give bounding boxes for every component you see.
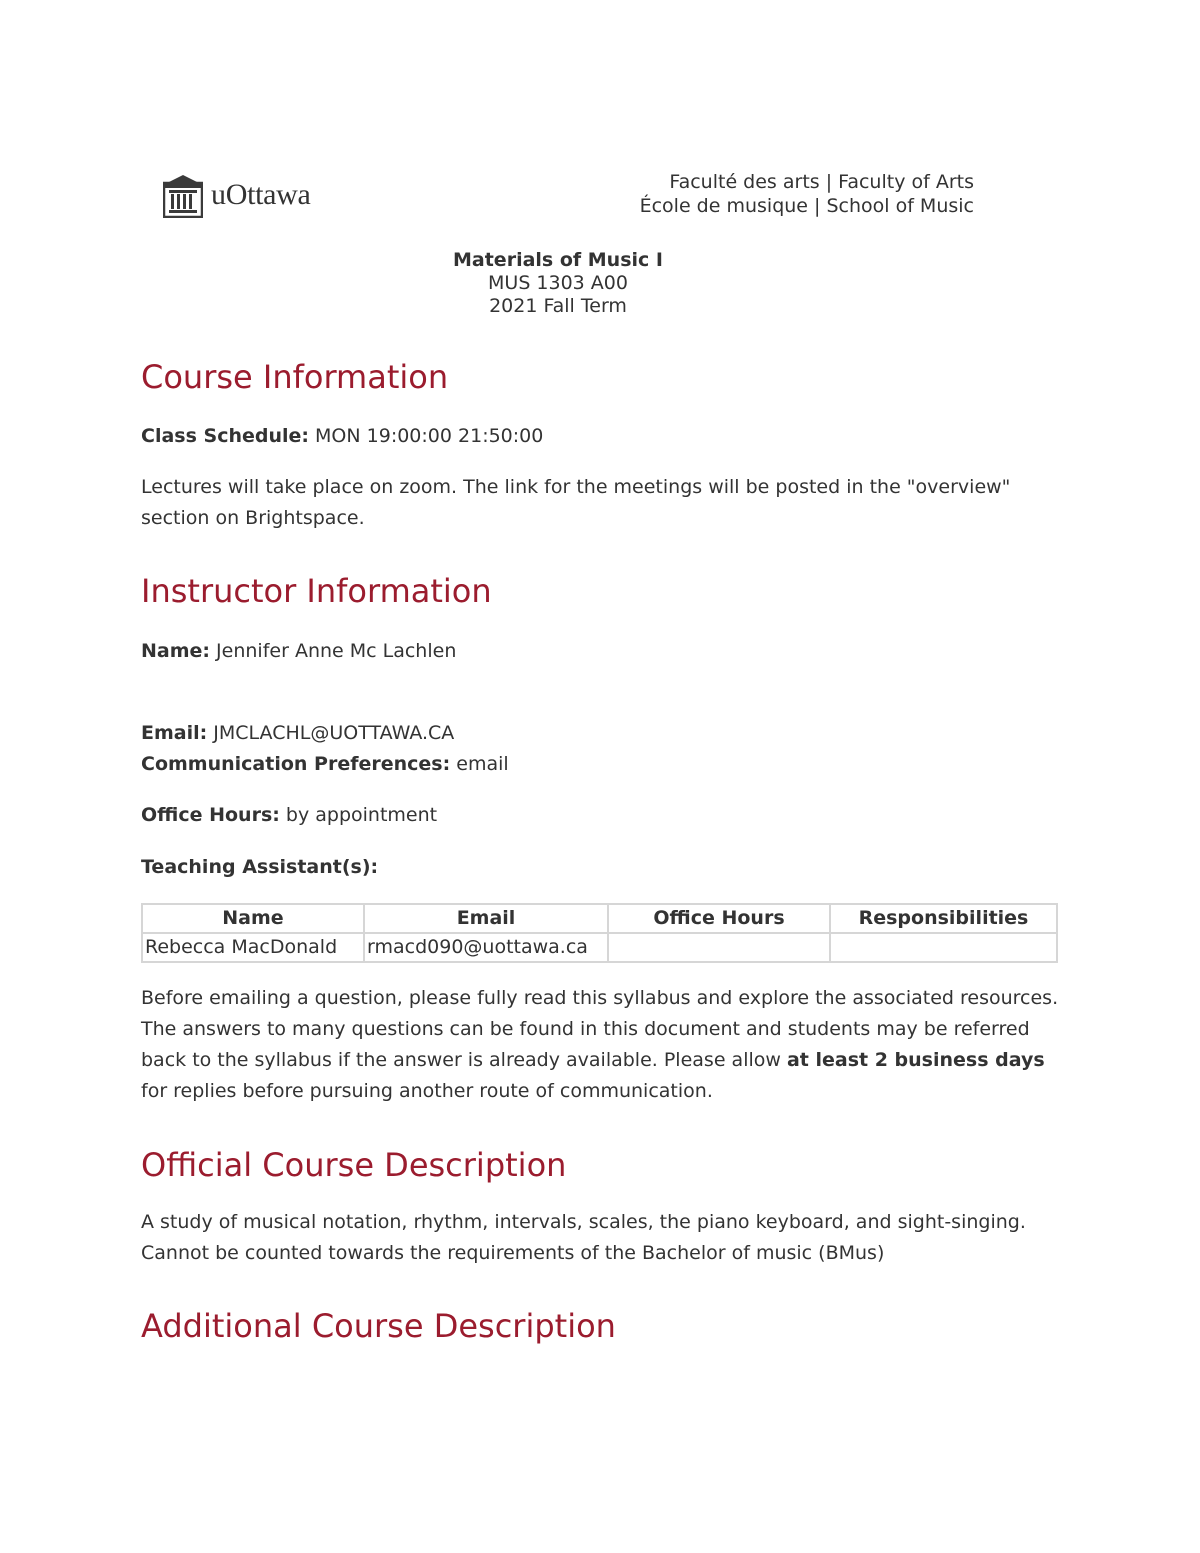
communication-preferences-label: Communication Preferences:	[141, 753, 451, 775]
class-schedule-value: MON 19:00:00 21:50:00	[309, 425, 544, 447]
ta-office-hours-cell	[608, 933, 830, 962]
school-line: École de musique | School of Music	[639, 195, 974, 217]
faculty-line: Faculté des arts | Faculty of Arts	[669, 171, 974, 193]
uottawa-logo	[163, 172, 311, 218]
table-header-office-hours: Office Hours	[608, 904, 830, 933]
instructor-information-heading: Instructor Information	[141, 572, 492, 610]
teaching-assistants-label	[141, 852, 1061, 883]
university-building-icon	[163, 172, 203, 218]
ta-email-cell: rmacd090@uottawa.ca	[364, 933, 608, 962]
email-policy-text-1: Before emailing a question, please fully read this syllabus and explore the associated resources. The answers to many questions can be found in this document and students may be referred back to the syllabus if the answer is already available. Please allow	[141, 987, 1059, 1071]
additional-description-heading: Additional Course Description	[141, 1307, 616, 1345]
course-term: 2021 Fall Term	[489, 295, 627, 317]
office-hours	[141, 800, 1061, 831]
table-row	[142, 933, 1057, 962]
table-header-email: Email	[364, 904, 608, 933]
course-code: MUS 1303 A00	[488, 272, 628, 294]
table-header-responsibilities: Responsibilities	[830, 904, 1057, 933]
course-title-block	[0, 249, 1116, 318]
email-policy-bold: at least 2 business days	[786, 1049, 1045, 1071]
ta-name-cell: Rebecca MacDonald	[142, 933, 364, 962]
course-name: Materials of Music I	[453, 249, 663, 271]
instructor-email	[141, 718, 1061, 749]
email-policy-paragraph	[141, 983, 1061, 1107]
syllabus-content	[141, 355, 1061, 1348]
class-schedule	[141, 421, 1061, 452]
table-header-row	[142, 904, 1057, 933]
communication-preferences	[141, 749, 1061, 780]
official-description-heading: Official Course Description	[141, 1146, 567, 1184]
class-schedule-label: Class Schedule:	[141, 425, 309, 447]
instructor-email-value: JMCLACHL@UOTTAWA.CA	[207, 722, 455, 744]
communication-preferences-value: email	[450, 753, 509, 775]
office-hours-value: by appointment	[279, 804, 438, 826]
office-hours-label: Office Hours:	[141, 804, 280, 826]
instructor-name-value: Jennifer Anne Mc Lachlen	[210, 640, 457, 662]
teaching-assistants-label-text: Teaching Assistant(s):	[141, 856, 379, 878]
instructor-email-label: Email:	[141, 722, 208, 744]
teaching-assistants-table	[141, 903, 1058, 963]
lectures-note: Lectures will take place on zoom. The link for the meetings will be posted in the "overview" section on Brightspace.	[141, 476, 1011, 529]
table-header-name: Name	[142, 904, 364, 933]
ta-responsibilities-cell	[830, 933, 1057, 962]
official-description-text: A study of musical notation, rhythm, intervals, scales, the piano keyboard, and sight-singing. Cannot be counted towards the requirements of the Bachelor of music (BMus)	[141, 1211, 1026, 1264]
instructor-name	[141, 636, 1061, 667]
faculty-info	[640, 170, 974, 218]
email-policy-text-2: for replies before pursuing another route of communication.	[141, 1080, 713, 1102]
logo-text: uOttawa	[211, 178, 311, 211]
course-information-heading: Course Information	[141, 358, 449, 396]
instructor-name-label: Name:	[141, 640, 211, 662]
